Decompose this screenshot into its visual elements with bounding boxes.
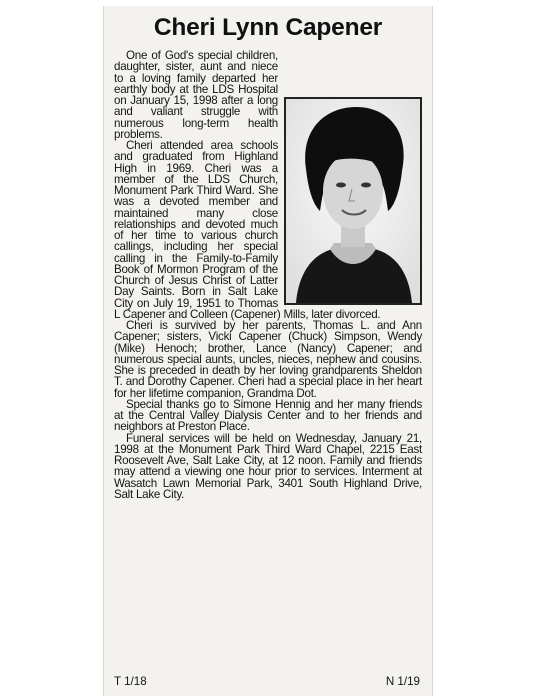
paragraph-thanks: Special thanks go to Simone Hennig and her many friends at the Central Valley Dialysis Center and to her friends and neighbors at Preston Place. — [114, 397, 422, 434]
paragraph-intro: One of God's special children, daughter, sister, aunt and niece to a loving family departed her earthly body at the LDS Hospital on January 15, 1998 after a long and valiant struggle with numerous long-term health problems. — [114, 49, 278, 141]
paragraph-services: Funeral services will be held on Wednesday, January 21, 1998 at the Monument Park Third Ward Chapel, 2215 East Roosevelt Ave, Salt Lake City, at 12 noon. Family and friends may attend a viewing one hour prior to services. Interment at Wasatch Lawn Memorial Park, 3401 South Highland Drive, Salt Lake City. — [114, 431, 422, 501]
publication-code-left: T 1/18 — [114, 675, 147, 688]
portrait-image — [286, 99, 420, 303]
obituary-clipping — [103, 6, 433, 696]
publication-code-right: N 1/19 — [385, 675, 420, 688]
paragraph-survivors: Cheri is survived by her parents, Thomas L. and Ann Capener; sisters, Vicki Capener (Chuck) Simpson, Wendy (Mike) Henoch; brother, Lance (Nancy) Capener; and numerous special aunts, uncles, nieces, nephew and cousins. She is preceded in death by her loving grandparents Sheldon T. and Dorothy Capener. Cheri had a special place in her heart for her lifetime companion, Grandma Dot. — [114, 319, 422, 400]
portrait-photo — [284, 97, 422, 305]
publication-codes — [114, 675, 420, 688]
obituary-body — [114, 50, 422, 500]
obituary-title: Cheri Lynn Capener — [153, 14, 383, 41]
paragraph-biography: Cheri attended area schools and graduated from Highland High in 1969. Cheri was a member of the LDS Church, Monument Park Third Ward. She was a devoted member and maintained many close relationships and devoted much of her time to various church callings, including her special calling in the Family-to-Family Book of Mormon Program of the Church of Jesus Christ of Latter Day Saints. Born in Salt Lake City on July 19, 1951 to Thomas L Capener and Colleen (Capener) Mills, later divorced. — [114, 139, 381, 321]
